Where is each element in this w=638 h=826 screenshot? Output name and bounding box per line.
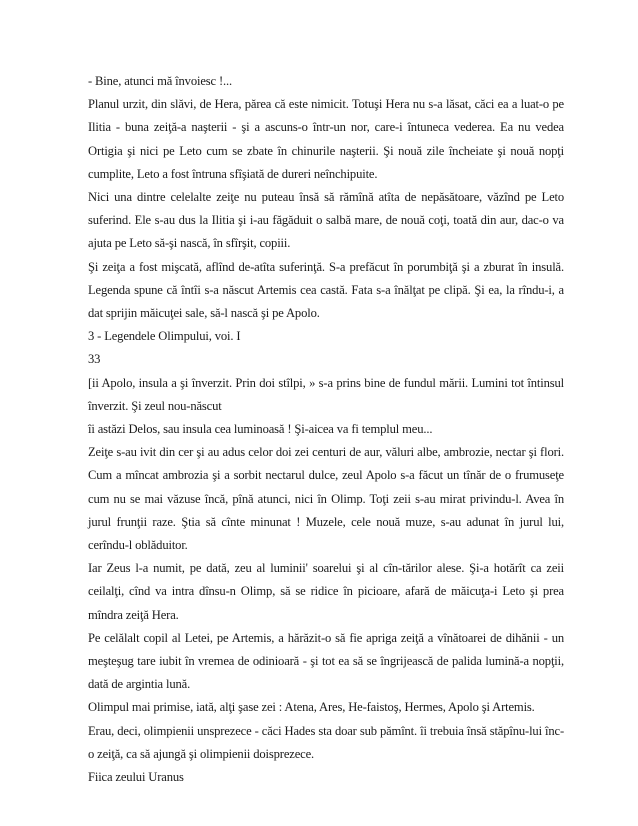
text-line: Ortigia şi nici pe Leto cum se zbate în chinurile naşterii. Şi nouă zile încheiate şi nouă nopţi [88, 143, 564, 158]
text-line: Ilitia - buna zeiţă-a naşterii - şi a ascuns-o într-un nor, care-i întuneca vederea. Ea nu vedea [88, 120, 564, 135]
text-line: cum nu se mai văzuse încă, pînă atunci, nici în Olimp. Toţi zeii s-au mirat privindu-l. Avea în [88, 491, 564, 506]
text-line: Iar Zeus l-a numit, pe dată, zeu al luminii' soarelui şi al cîn-tărilor alese. Şi-a hotărît ca zeii [88, 561, 564, 576]
text-line: ajuta pe Leto să-şi nască, în sfîrşit, copiii. [88, 236, 291, 251]
text-line: suferind. Ele s-au dus la Ilitia şi i-au făgăduit o salbă mare, de nouă coţi, toată din aur, dac-o va [88, 213, 564, 228]
text-line: [ii Apolo, insula a şi înverzit. Prin doi stîlpi, » s-a prins bine de fundul mării. Lumini tot întinsul [88, 375, 564, 390]
text-line: meşteşug tare iubit în vremea de odinioară - şi tot ea să se îngrijească de palida lumină-a nopţii, [88, 654, 564, 669]
document-page [88, 70, 564, 789]
text-line: dată de argintia lună. [88, 677, 191, 692]
text-line: Legenda spune că întîi s-a născut Artemis cea castă. Fata s-a înălţat pe clipă. Şi ea, la rîndu-i, a [88, 282, 564, 297]
text-line: cumplite, Leto a fost întruna sfîşiată de dureri neînchipuite. [88, 166, 378, 181]
text-line: Cum a mîncat ambrozia şi a sorbit nectarul dulce, zeul Apolo s-a făcut un tînăr de o frumuseţe [88, 468, 564, 483]
text-line: înverzit. Şi zeul nou-născut [88, 398, 222, 413]
text-line: îi astăzi Delos, sau insula cea luminoasă ! Şi-aicea va fi templul meu... [88, 422, 433, 437]
running-footer: 3 - Legendele Olimpului, voi. I [88, 329, 241, 344]
text-line: Fiica zeului Uranus [88, 770, 184, 785]
text-line: Planul urzit, din slăvi, de Hera, părea că este nimicit. Totuşi Hera nu s-a lăsat, căci ea a luat-o pe [88, 97, 564, 112]
text-line: dat sprijin măicuţei sale, să-l nască şi pe Apolo. [88, 306, 320, 321]
text-line: Erau, deci, olimpienii unsprezece - căci Hades sta doar sub pămînt. îi trebuia însă stăpînu-lui înc- [88, 723, 564, 738]
page-number: 33 [88, 352, 101, 367]
text-line: Pe celălalt copil al Letei, pe Artemis, a hărăzit-o să fie apriga zeiţă a vînătoarei de dihănii - un [88, 630, 564, 645]
text-line: - Bine, atunci mă învoiesc !... [88, 74, 232, 88]
text-line: ceilalţi, cînd va intra dînsu-n Olimp, să se ridice în picioare, afară de măicuţa-i Leto şi prea [88, 584, 564, 599]
text-line: o zeiţă, ca să ajungă şi olimpienii doisprezece. [88, 746, 315, 761]
text-line: mîndra zeiţă Hera. [88, 607, 179, 622]
text-line: Şi zeiţa a fost mişcată, aflînd de-atîta suferinţă. S-a prefăcut în porumbiţă şi a zburat în insulă. [88, 259, 564, 274]
text-line: Zeiţe s-au ivit din cer şi au adus celor doi zei centuri de aur, văluri albe, ambrozie, nectar şi flori. [88, 445, 564, 460]
text-line: jurul frunţii raze. Ştia să cînte minunat ! Muzele, cele nouă muze, s-au adunat în jurul lui, [88, 514, 564, 529]
text-line: Olimpul mai primise, iată, alţi şase zei : Atena, Ares, He-faistoş, Hermes, Apolo şi Artemis. [88, 700, 535, 715]
text-line: Nici una dintre celelalte zeiţe nu puteau însă să rămînă atîta de nepăsătoare, văzînd pe Leto [88, 190, 564, 205]
text-line: cerîndu-l oblăduitor. [88, 538, 188, 553]
